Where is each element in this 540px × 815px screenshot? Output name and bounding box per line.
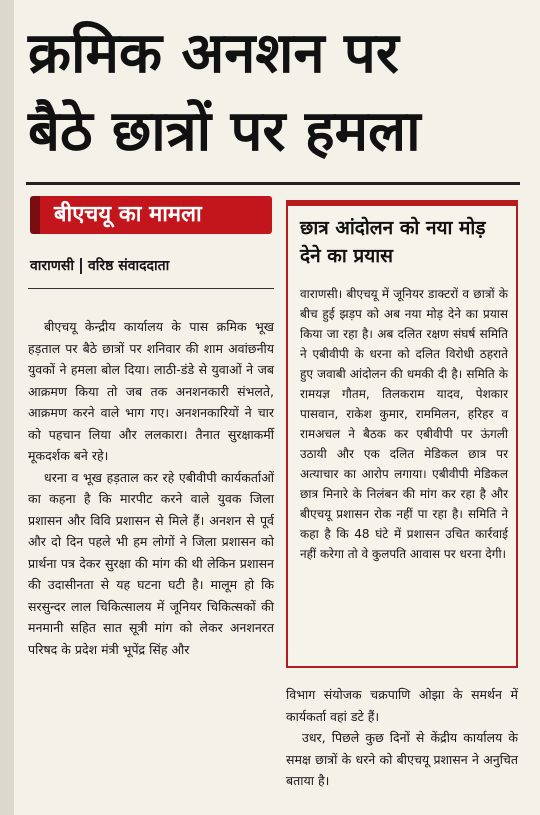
page-edge <box>0 0 14 815</box>
headline-line-2: बैठे छात्रों पर हमला <box>28 99 421 164</box>
main-story-body <box>28 316 274 660</box>
headline-divider <box>26 182 520 185</box>
side-story-body <box>300 284 508 564</box>
byline-place: वाराणसी <box>30 258 74 274</box>
byline-divider <box>28 288 274 289</box>
main-story-paragraph: बीएचयू केन्द्रीय कार्यालय के पास क्रमिक भूख हड़ताल पर बैठे छात्रों पर शनिवार की शाम अवांछनीय युवकों ने हमला बोल दिया। लाठी-डंडे से युवाओं ने जब आक्रमण किया तो जब तक अनशनकारी संभलते, आक्रमण करने वाले भाग गए। अनशनकारियों ने चार को पहचान लिया और ललकारा। तैनात सुरक्षाकर्मी मूकदर्शक बने रहे। <box>28 319 274 463</box>
side-story-box <box>286 200 518 668</box>
main-story-paragraph: धरना व भूख हड़ताल कर रहे एबीवीपी कार्यकर्ताओं का कहना है कि मारपीट करने वाले युवक जिला प्रशासन और विवि प्रशासन से मिले हैं। अनशन से पूर्व और दो दिन पहले भी हम लोगों ने जिला प्रशासन को प्रार्थना पत्र देकर सुरक्षा की मांग की थी लेकिन प्रशासन की उदासीनता से यह घटना घटी है। मालूम हो कि सरसुन्दर लाल चिकित्सालय में जूनियर चिकित्सकों की मनमानी सहित सात सूत्री मांग को लेकर अनशनरत परिषद के प्रदेश मंत्री भूपेंद्र सिंह और <box>28 469 274 657</box>
main-story-continuation <box>286 684 518 792</box>
byline <box>30 256 280 275</box>
byline-reporter: वरिष्ठ संवाददाता <box>87 258 170 274</box>
headline-line-1: क्रमिक अनशन पर <box>28 21 399 86</box>
main-story-paragraph: उधर, पिछले कुछ दिनों से केंद्रीय कार्यालय के समक्ष छात्रों के धरने को बीएचयू प्रशासन ने अनुचित बताया है। <box>286 730 518 788</box>
section-badge: बीएचयू का मामला <box>30 196 272 234</box>
side-story-paragraph: वाराणसी। बीएचयू में जूनियर डाक्टरों व छात्रों के बीच हुई झड़प को अब नया मोड़ देने का प्रयास किया जा रहा है। अब दलित रक्षण संघर्ष समिति ने एबीवीपी के धरना को दलित विरोधी ठहराते हुए जवाबी आंदोलन की धमकी दी है। समिति के रामयज्ञ गौतम, तिलकराम यादव, पेशकार पासवान, राकेश कुमार, राममिलन, हरिहर व रामअचल ने बैठक कर एबीवीपी पर ऊंगली उठायी और एक दलित मेडिकल छात्र पर अत्याचार का आरोप लगाया। एबीवीपी मेडिकल छात्र मिनारे के निलंबन की मांग कर रहा है और बीएचयू प्रशासन रोक नहीं पा रहा है। समिति ने कहा है कि 48 घंटे में प्रशासन उचित कार्रवाई नहीं करेगा तो वे कुलपति आवास पर धरना देगी। <box>300 287 508 561</box>
main-story-paragraph: विभाग संयोजक चक्रपाणि ओझा के समर्थन में कार्यकर्ता वहां डटे हैं। <box>286 687 518 724</box>
side-story-title: छात्र आंदोलन को नया मोड़ देने का प्रयास <box>300 217 486 267</box>
byline-separator <box>80 258 82 274</box>
